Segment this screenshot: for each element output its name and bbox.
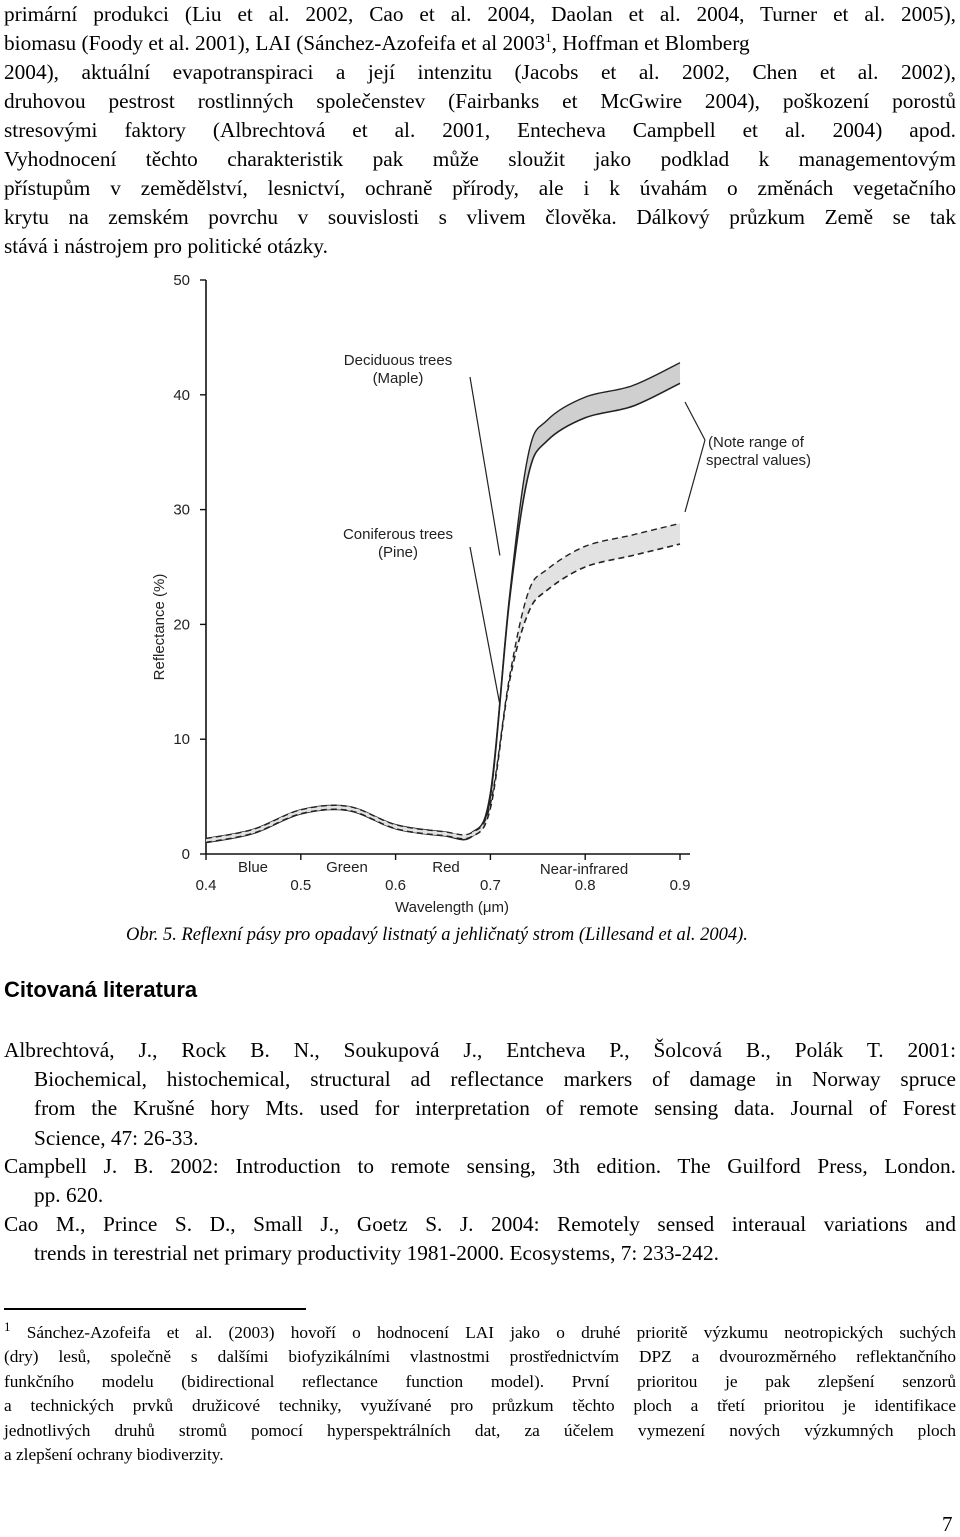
x-tick-label: 0.9 [669,877,691,894]
y-tick-label: 40 [173,386,190,404]
body-text-line: přístupům v zemědělství, lesnictví, ochraně přírody, ale i k úvahám o změnách vegetačního [4,176,956,200]
body-text-line: stresovými faktory (Albrechtová et al. 2001, Entecheva Campbell et al. 2004) apod. [4,118,956,142]
reference-entry [4,1210,956,1268]
coniferous-upper-line [206,523,680,838]
reference-line: pp. 620. [34,1183,104,1208]
footnote-line: funkčního modelu (bidirectional reflectance function model). První prioritou je pak zlepšení senzorů [4,1371,956,1391]
body-text-line: druhovou pestrost rostlinných společenstev (Fairbanks et McGwire 2004), poškození porostů [4,89,956,113]
note-sublabel: spectral values) [706,452,812,469]
body-text-fragment: biomasu (Foody et al. 2001), LAI (Sánchez-Azofeifa et al 2003 [4,31,546,55]
reflectance-chart [140,262,840,922]
footnote-number: 1 [4,1319,11,1335]
reference-line: Science, 47: 26-33. [34,1125,199,1150]
reference-entry [4,1036,956,1153]
band-label-blue: Blue [237,859,269,876]
body-text-line: Vyhodnocení těchto charakteristik pak může sloužit jako podklad k managementovým [4,147,956,171]
y-tick-label: 10 [173,731,190,749]
deciduous-range-band [206,363,680,843]
deciduous-line [206,383,680,842]
band-label-nir: Near-infrared [539,861,629,878]
footnote-line: a technických prvků družicové techniky, využívané pro průzkum těchto ploch a třetí prioritou je identifikace [4,1396,956,1416]
coniferous-leader [470,547,500,705]
x-axis-label: Wavelength (μm) [395,899,509,916]
x-tick-label: 0.8 [574,877,596,894]
figure-caption: Obr. 5. Reflexní pásy pro opadavý listnatý a jehličnatý strom (Lillesand et al. 2004). [126,925,748,945]
deciduous-label: Deciduous trees [343,352,453,369]
x-tick-label: 0.7 [479,877,501,894]
reference-line: trends in terestrial net primary productivity 1981-2000. Ecosystems, 7: 233-242. [34,1241,719,1266]
band-label-green: Green [326,859,368,876]
body-text-line: krytu na zemském povrchu v souvislosti s vlivem člověka. Dálkový průzkum Země se tak [4,205,956,229]
y-tick-label: 30 [173,501,190,519]
note-leader-upper [685,402,705,440]
x-tick-label: 0.4 [195,877,217,894]
footnote-line: jednotlivých druhů stromů pomocí hyperspektrálních dat, za účelem vymezení nových výzkumných ploch [4,1420,956,1440]
section-heading: Citovaná literatura [4,977,198,1002]
reference-line: Campbell J. B. 2002: Introduction to remote sensing, 3th edition. The Guilford Press, London. [4,1154,956,1178]
coniferous-range-band [206,523,680,842]
y-tick-label: 0 [181,846,190,863]
band-label-red: Red [432,859,460,876]
body-text-line [4,29,956,58]
body-text-line: 2004), aktuální evapotranspiraci a její intenzitu (Jacobs et al. 2002, Chen et al. 2002), [4,60,956,84]
y-axis-label: Reflectance (%) [151,573,168,681]
x-tick-label: 0.6 [385,877,407,894]
body-text-line: stává i nástrojem pro politické otázky. [4,234,328,258]
footnote [4,1321,956,1467]
coniferous-sublabel: (Pine) [377,544,419,561]
footnote-line: a zlepšení ochrany biodiverzity. [4,1445,224,1465]
footnote-mark: 1 [545,29,552,45]
chart-curves [206,363,705,843]
y-tick-label: 20 [173,616,190,634]
deciduous-leader [470,377,500,556]
reference-line: Biochemical, histochemical, structural ad reflectance markers of damage in Norway spruce [34,1067,956,1092]
reference-line: Albrechtová, J., Rock B. N., Soukupová J., Entcheva P., Šolcová B., Polák T. 2001: [4,1038,956,1062]
x-tick-label: 0.5 [290,877,312,894]
footnote-line [4,1321,956,1345]
reference-line: Cao M., Prince S. D., Small J., Goetz S. J. 2004: Remotely sensed interaual variations and [4,1212,956,1236]
body-text-line: primární produkci (Liu et al. 2002, Cao et al. 2004, Daolan et al. 2004, Turner et al. 2005), [4,2,956,26]
note-leader-lower [685,440,705,512]
note-label: (Note range of [708,434,804,451]
footnote-rule [4,1308,306,1310]
deciduous-upper-line [206,363,680,839]
coniferous-line [206,544,680,843]
footnote-line: (dry) lesů, společně s dalšími biofyzikálními vlastnostmi prostřednictvím DPZ a dvourozměrného reflektančního [4,1347,956,1367]
page-number: 7 [942,1512,953,1536]
coniferous-label: Coniferous trees [342,526,454,543]
body-text-fragment: , Hoffman et Blomberg [551,31,750,55]
y-tick-label: 50 [173,272,190,289]
reference-entry [4,1152,956,1210]
footnote-text: Sánchez-Azofeifa et al. (2003) hovoří o hodnocení LAI jako o druhé prioritě výzkumu neotropických suchých [26,1323,956,1342]
deciduous-sublabel: (Maple) [372,370,424,387]
reference-line: from the Krušné hory Mts. used for interpretation of remote sensing data. Journal of Forest [34,1096,956,1121]
